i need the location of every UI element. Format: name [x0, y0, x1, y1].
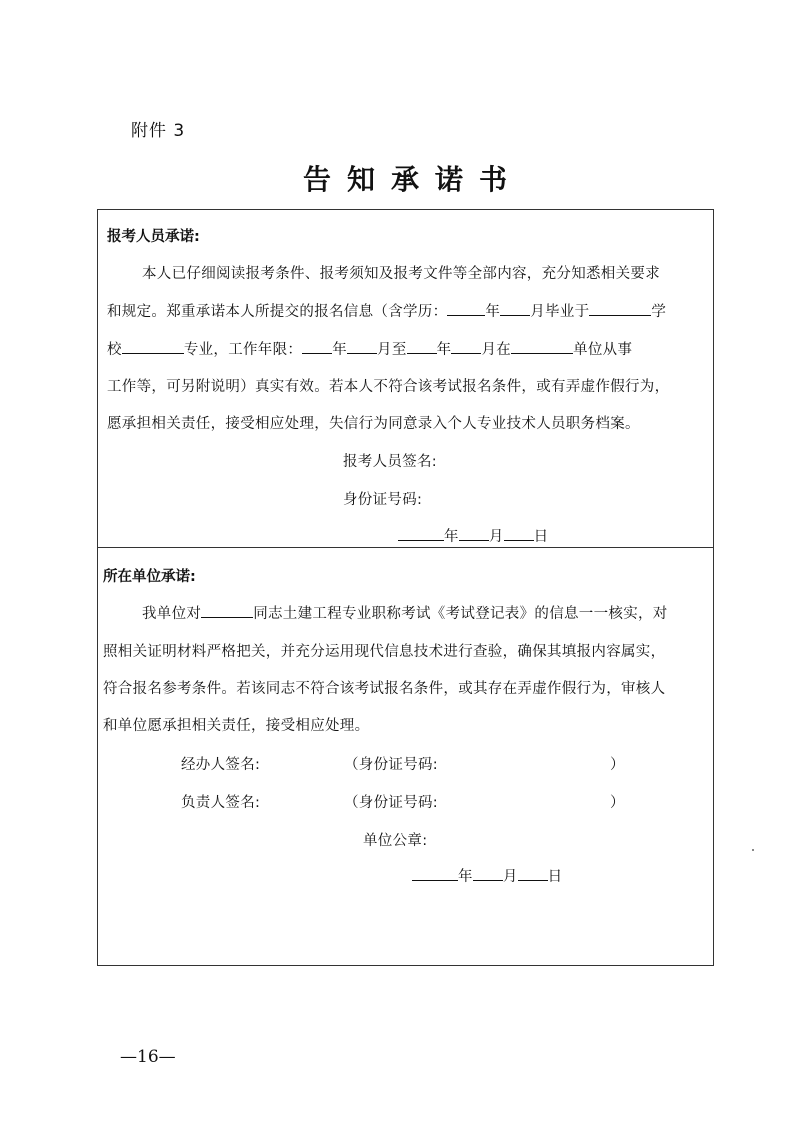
unit-date-month-label: 月 [502, 869, 518, 885]
graduation-month-blank[interactable] [500, 301, 530, 316]
applicant-line-4: 工作等，可另附说明）真实有效。若本人不符合该考试报名条件，或有弄虚作假行为， [107, 379, 670, 395]
applicant-line-5: 愿承担相关责任，接受相应处理，失信行为同意录入个人专业技术人员职务档案。 [107, 416, 640, 432]
handler-signature-label: 经办人签名: [181, 757, 261, 773]
applicant-signature-label: 报考人员签名: [343, 454, 437, 470]
work-unit-blank[interactable] [511, 339, 573, 354]
applicant-date-day-blank[interactable] [504, 526, 534, 541]
unit-date-day-blank[interactable] [518, 866, 548, 881]
applicant-date-month-label: 月 [488, 529, 504, 545]
school-label-tail: 学 [651, 304, 667, 320]
work-end-month-blank[interactable] [451, 339, 481, 354]
month-to-label: 月至 [377, 342, 407, 358]
work-end-year-blank[interactable] [407, 339, 437, 354]
unit-section-heading: 所在单位承诺: [103, 569, 196, 585]
handler-id-close: ） [610, 757, 625, 773]
leader-id-field[interactable] [445, 787, 605, 809]
unit-line-3: 符合报名参考条件。若该同志不符合该考试报名条件，或其存在弄虚作假行为，审核人 [103, 681, 666, 697]
document-title: 告知承诺书 [303, 163, 524, 196]
applicant-id-field[interactable] [430, 484, 630, 506]
applicant-id-label: 身份证号码: [343, 492, 423, 508]
attachment-label: 附件 3 [131, 121, 186, 141]
applicant-date [398, 525, 548, 546]
unit-line-4: 和单位愿承担相关责任，接受相应处理。 [103, 718, 370, 734]
applicant-section-heading: 报考人员承诺: [107, 229, 200, 245]
commitment-form-box [97, 209, 714, 966]
section-divider [97, 547, 714, 548]
unit-line-1-tail: 同志土建工程专业职称考试《考试登记表》的信息一一核实，对 [253, 606, 668, 622]
applicant-name-blank[interactable] [201, 603, 253, 618]
handler-signature-field[interactable] [270, 749, 330, 771]
handler-id-field[interactable] [445, 749, 605, 771]
handler-id-label: （身份证号码: [344, 757, 438, 773]
unit-line-1-head: 我单位对 [142, 606, 202, 622]
year-label-3: 年 [436, 342, 452, 358]
school-blank[interactable] [589, 301, 651, 316]
leader-id-close: ） [610, 795, 625, 811]
school-label-head: 校 [107, 342, 122, 358]
leader-signature-label: 负责人签名: [181, 795, 261, 811]
scan-speck [752, 849, 754, 851]
applicant-date-month-blank[interactable] [459, 526, 489, 541]
unit-date-day-label: 日 [547, 869, 563, 885]
unit-date-year-label: 年 [458, 869, 473, 885]
graduation-year-blank[interactable] [447, 301, 485, 316]
applicant-line-3 [107, 338, 632, 359]
applicant-date-year-blank[interactable] [398, 526, 444, 541]
leader-id-label: （身份证号码: [344, 795, 438, 811]
unit-date-month-blank[interactable] [473, 866, 503, 881]
applicant-date-year-label: 年 [444, 529, 459, 545]
major-blank[interactable] [122, 339, 184, 354]
work-start-year-blank[interactable] [302, 339, 332, 354]
applicant-line-2 [107, 300, 666, 321]
page-number: —16— [120, 1047, 176, 1067]
work-start-month-blank[interactable] [347, 339, 377, 354]
unit-line-2: 照相关证明材料严格把关，并充分运用现代信息技术进行查验，确保其填报内容属实， [103, 644, 666, 660]
applicant-date-day-label: 日 [533, 529, 549, 545]
applicant-signature-field[interactable] [440, 446, 620, 468]
leader-signature-field[interactable] [270, 787, 330, 809]
unit-line-1 [142, 602, 668, 623]
unit-date [412, 865, 562, 886]
year-label: 年 [485, 304, 501, 320]
graduated-from-label: 月毕业于 [530, 304, 590, 320]
unit-label: 单位从事 [573, 342, 633, 358]
month-at-label: 月在 [481, 342, 512, 358]
applicant-line-2-text: 和规定。郑重承诺本人所提交的报名信息（含学历： [107, 304, 448, 320]
applicant-line-1: 本人已仔细阅读报考条件、报考须知及报考文件等全部内容，充分知悉相关要求 [142, 266, 660, 282]
year-label-2: 年 [332, 342, 348, 358]
unit-date-year-blank[interactable] [412, 866, 458, 881]
major-label: 专业，工作年限： [183, 342, 303, 358]
unit-seal-label: 单位公章: [363, 833, 428, 849]
